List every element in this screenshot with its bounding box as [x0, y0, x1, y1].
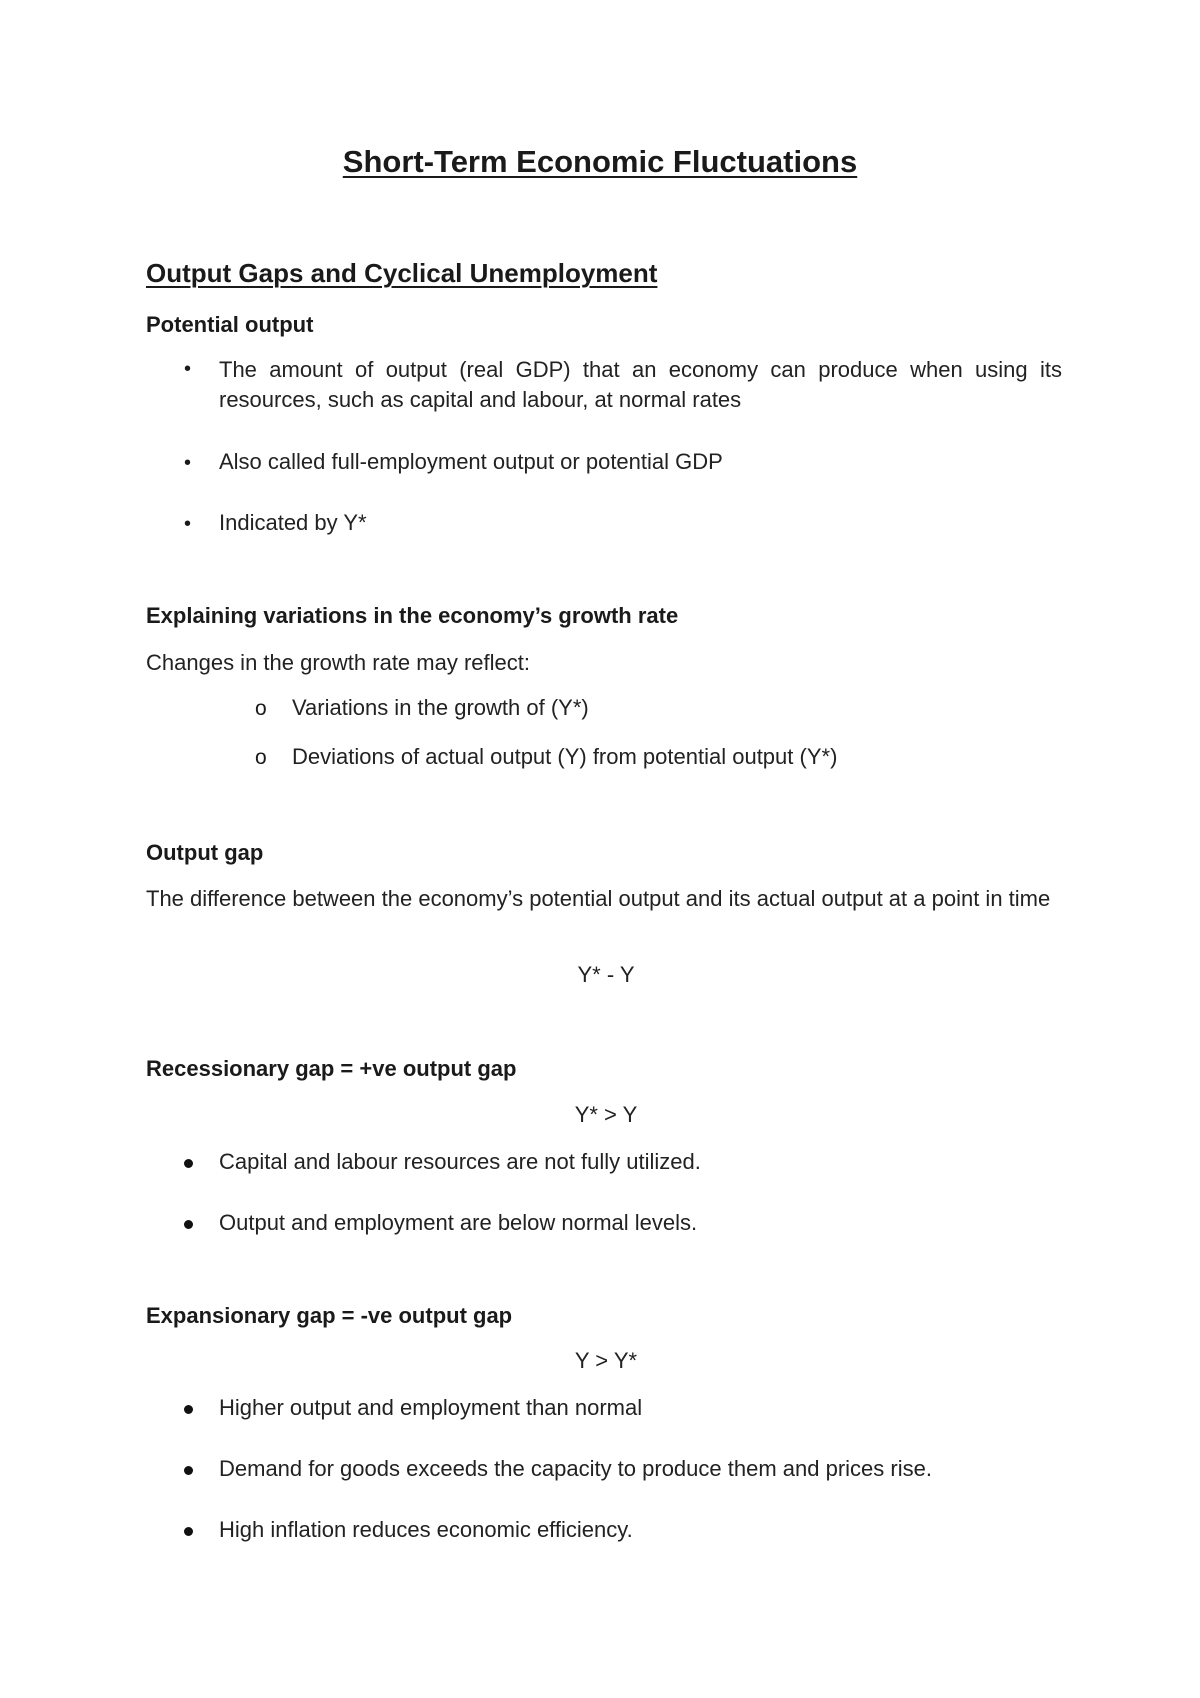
sub-bullet-marker: o [255, 697, 267, 720]
document-title: Short-Term Economic Fluctuations [342, 144, 858, 179]
potential-output-bullet-3: Indicated by Y* [219, 510, 367, 535]
expansionary-bullet-2: Demand for goods exceeds the capacity to produce them and prices rise. [219, 1456, 932, 1481]
recessionary-gap-equation: Y* > Y [574, 1102, 638, 1127]
bullet-marker: • [184, 513, 192, 535]
variations-intro: Changes in the growth rate may reflect: [146, 650, 530, 675]
output-gap-heading: Output gap [146, 840, 264, 865]
output-gap-definition: The difference between the economy’s potential output and its actual output at a point in time [146, 886, 1051, 911]
bullet-marker: • [184, 452, 192, 474]
recessionary-bullet-1: Capital and labour resources are not fully utilized. [219, 1149, 701, 1174]
recessionary-gap-heading: Recessionary gap = +ve output gap [146, 1056, 517, 1081]
sub-bullet-marker: o [255, 746, 267, 769]
expansionary-gap-equation: Y > Y* [574, 1348, 638, 1373]
variations-item-1: Variations in the growth of (Y*) [292, 695, 589, 720]
potential-output-heading: Potential output [146, 312, 314, 337]
expansionary-bullet-3: High inflation reduces economic efficiency. [219, 1517, 633, 1542]
bullet-marker [184, 1405, 193, 1414]
variations-heading: Explaining variations in the economy’s growth rate [146, 603, 679, 628]
output-gap-equation: Y* - Y [577, 962, 635, 987]
expansionary-bullet-1: Higher output and employment than normal [219, 1395, 643, 1420]
bullet-marker: • [184, 358, 192, 380]
bullet-marker [184, 1220, 193, 1229]
bullet-marker [184, 1527, 193, 1536]
section-title: Output Gaps and Cyclical Unemployment [146, 258, 658, 288]
bullet-marker [184, 1159, 193, 1168]
potential-output-bullet-2: Also called full-employment output or potential GDP [219, 449, 723, 474]
recessionary-bullet-2: Output and employment are below normal levels. [219, 1210, 698, 1235]
expansionary-gap-heading: Expansionary gap = -ve output gap [146, 1303, 513, 1328]
potential-output-bullet-1: The amount of output (real GDP) that an economy can produce when using its resources, such as capital and labour, at normal rates [219, 357, 1062, 412]
variations-item-2: Deviations of actual output (Y) from potential output (Y*) [292, 744, 838, 769]
bullet-marker [184, 1466, 193, 1475]
